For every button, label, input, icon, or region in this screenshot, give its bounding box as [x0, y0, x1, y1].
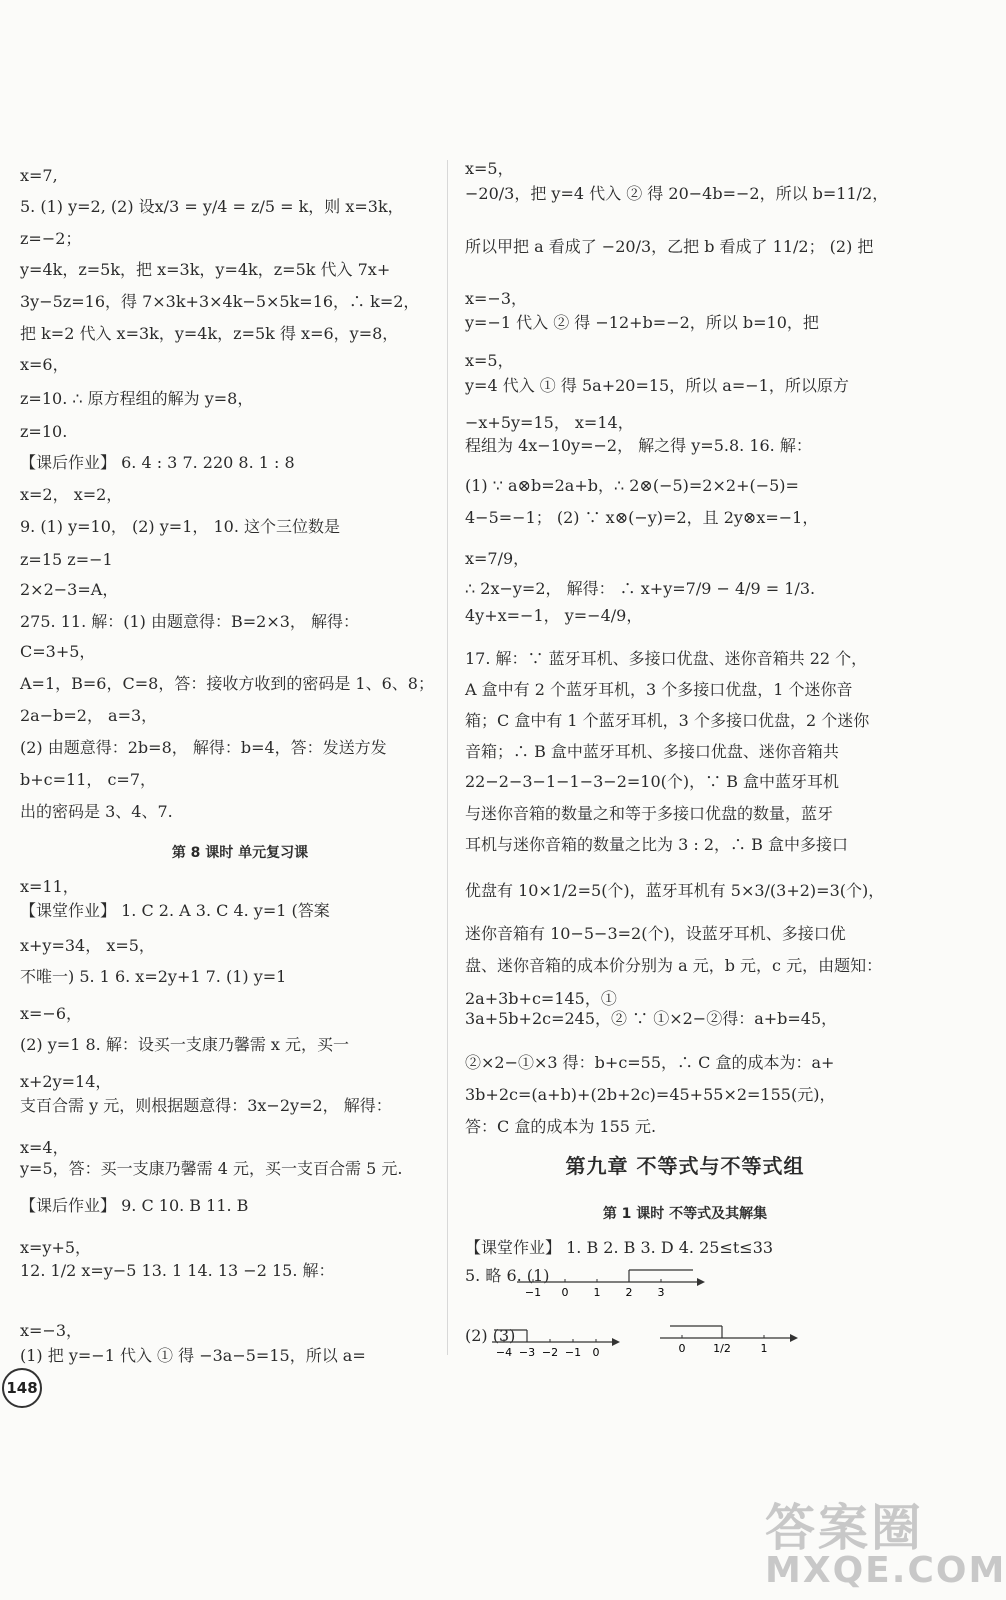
right-text-line: (1) ∵ a⊗b=2a+b，∴ 2⊗(−5)=2×2+(−5)=: [465, 476, 799, 495]
tick-label: 1: [760, 1342, 768, 1355]
left-text-line: 不唯一) 5. 1 6. x=2y+1 7. (1) y=1: [20, 967, 287, 986]
left-text-line: y=5，答：买一支康乃馨需 4 元，买一支百合需 5 元.: [20, 1159, 403, 1178]
tick-label: −3: [518, 1346, 536, 1359]
tick-label: 0: [592, 1346, 600, 1359]
left-text-line: x+y=34， x=5，: [20, 936, 155, 955]
watermark-text-url: MXQE.COM: [765, 1550, 1006, 1591]
right-text-line: 22−2−3−1−1−3−2=10(个)，∵ B 盒中蓝牙耳机: [465, 772, 840, 791]
number-line-3: [660, 1318, 800, 1368]
tick-label: 3: [657, 1286, 665, 1299]
column-divider: [447, 160, 448, 1355]
left-text-line: 【课后作业】 6. 4 : 3 7. 220 8. 1 : 8: [20, 453, 295, 472]
right-text-line: x=5，: [465, 351, 514, 370]
left-text-line: 出的密码是 3、4、7.: [20, 802, 173, 821]
left-text-line: 支百合需 y 元，则根据题意得：3x−2y=2， 解得：: [20, 1096, 392, 1115]
left-text-line: (1) 把 y=−1 代入 ① 得 −3a−5=15，所以 a=: [20, 1346, 366, 1365]
left-text-line: 把 k=2 代入 x=3k，y=4k，z=5k 得 x=6，y=8，: [20, 324, 399, 343]
right-text-line: 耳机与迷你音箱的数量之比为 3 : 2，∴ B 盒中多接口: [465, 835, 848, 854]
right-text-line: 程组为 4x−10y=−2， 解之得 y=5.8. 16. 解：: [465, 436, 812, 455]
left-text-line: 3y−5z=16，得 7×3k+3×4k−5×5k=16，∴ k=2，: [20, 292, 420, 311]
tick-label: −1: [524, 1286, 542, 1299]
right-text-line: 箱；C 盒中有 1 个蓝牙耳机，3 个多接口优盘，2 个迷你: [465, 711, 870, 730]
right-text-line: x=7/9，: [465, 549, 530, 568]
tick-label: 0: [561, 1286, 569, 1299]
left-text-line: x=4，: [20, 1138, 69, 1157]
left-text-line: A=1，B=6，C=8，答：接收方收到的密码是 1、6、8；: [20, 674, 434, 693]
right-text-line: ∴ 2x−y=2， 解得： ∴ x+y=7/9 − 4/9 = 1/3.: [465, 579, 816, 598]
right-text-line: 优盘有 10×1/2=5(个)，蓝牙耳机有 5×3/(3+2)=3(个)，: [465, 881, 885, 900]
right-text-line: 5. 略 6. (1): [465, 1266, 550, 1285]
left-text-line: z=10.: [20, 422, 68, 441]
right-text-line: 第九章 不等式与不等式组: [565, 1154, 805, 1178]
right-text-line: y=4 代入 ① 得 5a+20=15，所以 a=−1，所以原方: [465, 376, 849, 395]
watermark-text-cn: 答案圈: [765, 1499, 924, 1557]
left-text-line: z=10. ∴ 原方程组的解为 y=8，: [20, 389, 254, 408]
right-text-line: x=5，: [465, 159, 514, 178]
left-text-line: (2) y=1 8. 解：设买一支康乃馨需 x 元，买一: [20, 1035, 350, 1054]
left-text-line: x=−3，: [20, 1321, 83, 1340]
left-text-line: x=11，: [20, 877, 79, 896]
right-text-line: 答：C 盒的成本为 155 元.: [465, 1117, 657, 1136]
left-text-line: x=y+5，: [20, 1238, 92, 1257]
tick-label: 0: [678, 1342, 686, 1355]
right-text-line: A 盒中有 2 个蓝牙耳机，3 个多接口优盘，1 个迷你音: [465, 680, 853, 699]
left-text-line: 275. 11. 解：(1) 由题意得：B=2×3， 解得：: [20, 612, 360, 631]
left-text-line: 【课堂作业】 1. C 2. A 3. C 4. y=1 (答案: [20, 901, 330, 920]
left-text-line: x=−6，: [20, 1004, 83, 1023]
left-text-line: 12. 1/2 x=y−5 13. 1 14. 13 −2 15. 解：: [20, 1261, 335, 1280]
right-text-line: −20/3，把 y=4 代入 ② 得 20−4b=−2，所以 b=11/2，: [465, 184, 889, 203]
right-text-line: 4−5=−1； (2) ∵ x⊗(−y)=2，且 2y⊗x=−1，: [465, 508, 819, 527]
tick-label: −2: [541, 1346, 559, 1359]
watermark: [765, 1488, 1006, 1598]
left-text-line: (2) 由题意得：2b=8， 解得：b=4，答：发送方发: [20, 738, 387, 757]
left-text-line: 9. (1) y=10， (2) y=1， 10. 这个三位数是: [20, 517, 340, 536]
right-text-line: 4y+x=−1， y=−4/9，: [465, 606, 643, 625]
right-text-line: 与迷你音箱的数量之和等于多接口优盘的数量，蓝牙: [465, 804, 834, 823]
left-text-line: 5. (1) y=2, (2) 设x/3 = y/4 = z/5 = k，则 x=3k，: [20, 197, 404, 216]
left-text-line: x=7,: [20, 166, 58, 185]
right-text-line: 17. 解：∵ 蓝牙耳机、多接口优盘、迷你音箱共 22 个，: [465, 649, 868, 668]
left-text-line: x=6，: [20, 355, 69, 374]
left-text-line: 2a−b=2， a=3，: [20, 706, 158, 725]
right-text-line: x=−3，: [465, 289, 528, 308]
page-number-badge: 148: [2, 1368, 42, 1408]
left-text-line: 2×2−3=A，: [20, 580, 119, 599]
number-line-1: [517, 1262, 707, 1302]
tick-label: 1/2: [713, 1342, 731, 1355]
right-text-line: 3a+5b+2c=245，② ∵ ①×2−②得：a+b=45，: [465, 1009, 838, 1028]
right-text-line: y=−1 代入 ② 得 −12+b=−2，所以 b=10，把: [465, 313, 819, 332]
left-text-line: C=3+5，: [20, 642, 96, 661]
tick-label: 1: [593, 1286, 601, 1299]
left-text-line: x=2， x=2，: [20, 485, 123, 504]
tick-label: −4: [495, 1346, 513, 1359]
left-text-line: x+2y=14，: [20, 1072, 112, 1091]
left-text-line: 第 8 课时 单元复习课: [171, 845, 309, 861]
right-text-line: −x+5y=15， x=14，: [465, 413, 634, 432]
left-text-line: z=−2；: [20, 229, 82, 248]
right-text-line: 【课堂作业】 1. B 2. B 3. D 4. 25≤t≤33: [465, 1238, 774, 1257]
right-text-line: 盘、迷你音箱的成本价分别为 a 元，b 元，c 元，由题知：: [465, 956, 883, 975]
tick-label: −1: [564, 1346, 582, 1359]
right-text-line: 第 1 课时 不等式及其解集: [602, 1206, 768, 1222]
tick-label: 2: [625, 1286, 633, 1299]
right-text-line: 所以甲把 a 看成了 −20/3，乙把 b 看成了 11/2； (2) 把: [465, 237, 874, 256]
number-line-2: [492, 1322, 622, 1362]
left-text-line: 【课后作业】 9. C 10. B 11. B: [20, 1196, 249, 1215]
right-text-line: 迷你音箱有 10−5−3=2(个)，设蓝牙耳机、多接口优: [465, 924, 846, 943]
left-text-line: z=15 z=−1: [20, 550, 113, 569]
right-text-line: 3b+2c=(a+b)+(2b+2c)=45+55×2=155(元)，: [465, 1085, 836, 1104]
left-text-line: b+c=11， c=7，: [20, 770, 157, 789]
right-text-line: (2) (3): [465, 1326, 516, 1345]
right-text-line: ②×2−①×3 得：b+c=55，∴ C 盒的成本为：a+: [465, 1053, 835, 1072]
right-text-line: 2a+3b+c=145，①: [465, 989, 617, 1008]
right-text-line: 音箱；∴ B 盒中蓝牙耳机、多接口优盘、迷你音箱共: [465, 742, 839, 761]
left-text-line: y=4k，z=5k，把 x=3k，y=4k，z=5k 代入 7x+: [20, 260, 391, 279]
